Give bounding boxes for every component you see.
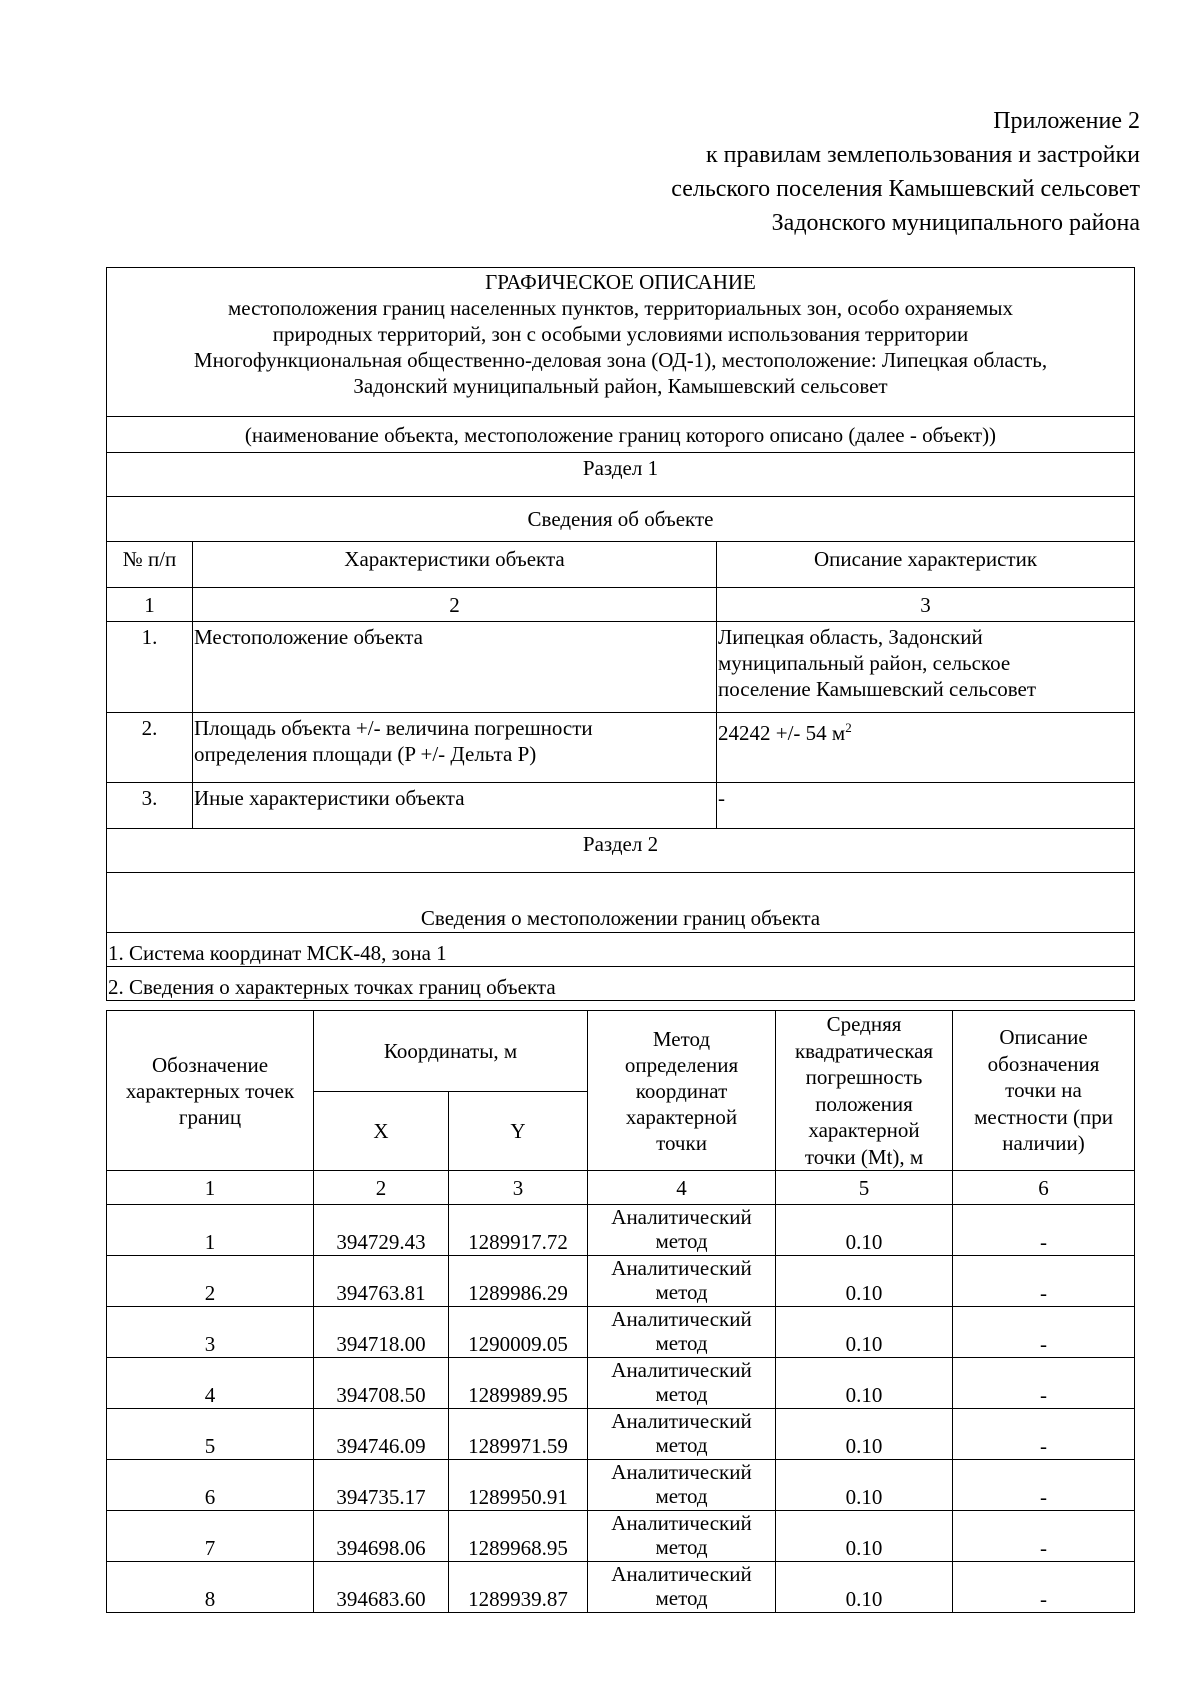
point-id: 3 — [107, 1307, 314, 1358]
point-method — [588, 1460, 776, 1511]
method-line: метод — [655, 1535, 708, 1559]
header-line: местности (при — [974, 1104, 1113, 1129]
header-line: погрешность — [805, 1065, 923, 1089]
points-body — [107, 1205, 1135, 1613]
title-line: Многофункциональная общественно-деловая зона (ОД-1), местоположение: Липецкая область, — [193, 348, 1048, 372]
method-line: Аналитический — [611, 1307, 752, 1331]
column-header: № п/п — [107, 542, 193, 588]
appendix-heading — [671, 104, 1140, 240]
appendix-line: Приложение 2 — [993, 108, 1140, 134]
area-unit-exponent: 2 — [845, 720, 852, 735]
point-x: 394698.06 — [314, 1511, 449, 1562]
table-row — [107, 1307, 1135, 1358]
point-description: - — [953, 1460, 1135, 1511]
point-method — [588, 1205, 776, 1256]
object-info-table — [106, 267, 1135, 1001]
method-line: метод — [655, 1331, 708, 1355]
column-header: Характеристики объекта — [193, 542, 717, 588]
designation-header — [107, 1011, 314, 1171]
point-mt: 0.10 — [776, 1511, 953, 1562]
object-caption: (наименование объекта, местоположение границ которого описано (далее - объект)) — [107, 417, 1135, 453]
characteristic-name — [193, 713, 717, 783]
header-line: границ — [178, 1104, 242, 1129]
column-number: 3 — [717, 588, 1135, 622]
method-line: Аналитический — [611, 1256, 752, 1280]
column-number: 5 — [776, 1171, 953, 1205]
point-x: 394683.60 — [314, 1562, 449, 1613]
points-numbers-row — [107, 1171, 1135, 1205]
point-x: 394708.50 — [314, 1358, 449, 1409]
header-line: Описание — [999, 1025, 1088, 1050]
point-mt: 0.10 — [776, 1562, 953, 1613]
x-header: X — [314, 1091, 449, 1171]
point-method — [588, 1307, 776, 1358]
table-row — [107, 1205, 1135, 1256]
point-id: 5 — [107, 1409, 314, 1460]
characteristic-description: - — [717, 783, 1135, 829]
point-y: 1290009.05 — [449, 1307, 588, 1358]
method-line: Аналитический — [611, 1460, 752, 1484]
section1-header-row — [107, 542, 1135, 588]
point-mt: 0.10 — [776, 1307, 953, 1358]
point-id: 6 — [107, 1460, 314, 1511]
description-line: поселение Камышевский сельсовет — [718, 677, 1037, 701]
header-line: координат — [635, 1078, 728, 1103]
point-id: 8 — [107, 1562, 314, 1613]
point-method — [588, 1562, 776, 1613]
column-header: Описание характеристик — [717, 542, 1135, 588]
characteristic-description — [717, 622, 1135, 713]
characteristic-name: Местоположение объекта — [193, 622, 717, 713]
column-number: 1 — [107, 588, 193, 622]
point-mt: 0.10 — [776, 1409, 953, 1460]
section2-title: Раздел 2 — [107, 829, 1135, 873]
point-x: 394729.43 — [314, 1205, 449, 1256]
header-line: точки — [656, 1130, 707, 1155]
point-description: - — [953, 1256, 1135, 1307]
description-header — [953, 1011, 1135, 1171]
header-line: точки (Mt), м — [804, 1144, 924, 1169]
point-method — [588, 1358, 776, 1409]
point-y: 1289989.95 — [449, 1358, 588, 1409]
point-description: - — [953, 1205, 1135, 1256]
characteristic-description — [717, 713, 1135, 783]
method-line: Аналитический — [611, 1409, 752, 1433]
point-description: - — [953, 1358, 1135, 1409]
name-line: Площадь объекта +/- величина погрешности — [194, 716, 593, 740]
point-id: 4 — [107, 1358, 314, 1409]
points-title: 2. Сведения о характерных точках границ объекта — [107, 967, 1135, 1001]
method-text — [588, 1409, 775, 1457]
header-line: квадратическая — [794, 1038, 934, 1063]
title-row — [107, 268, 1135, 417]
method-line: метод — [655, 1382, 708, 1406]
point-y: 1289971.59 — [449, 1409, 588, 1460]
point-y: 1289968.95 — [449, 1511, 588, 1562]
column-number: 2 — [314, 1171, 449, 1205]
method-text — [588, 1562, 775, 1610]
header-line: обозначения — [987, 1051, 1100, 1076]
section2-subtitle: Сведения о местоположении границ объекта — [107, 873, 1135, 933]
table-row — [107, 622, 1135, 713]
point-mt: 0.10 — [776, 1358, 953, 1409]
appendix-line: Задонского муниципального района — [771, 210, 1140, 236]
coordinates-header: Координаты, м — [314, 1011, 588, 1092]
y-header: Y — [449, 1091, 588, 1171]
column-number: 6 — [953, 1171, 1135, 1205]
point-x: 394746.09 — [314, 1409, 449, 1460]
table-row — [107, 1409, 1135, 1460]
header-line: определения — [624, 1052, 739, 1077]
point-id: 1 — [107, 1205, 314, 1256]
header-line: характерной — [808, 1118, 920, 1142]
method-text — [588, 1307, 775, 1355]
method-line: метод — [655, 1229, 708, 1253]
table-row — [107, 1511, 1135, 1562]
method-line: Аналитический — [611, 1205, 752, 1229]
characteristic-name: Иные характеристики объекта — [193, 783, 717, 829]
method-line: метод — [655, 1433, 708, 1457]
point-description: - — [953, 1511, 1135, 1562]
point-mt: 0.10 — [776, 1460, 953, 1511]
point-method — [588, 1256, 776, 1307]
title-line: природных территорий, зон с особыми условиями использования территории — [272, 322, 969, 346]
point-description: - — [953, 1409, 1135, 1460]
header-line: Средняя — [826, 1012, 902, 1036]
appendix-line: к правилам землепользования и застройки — [705, 142, 1140, 168]
method-text — [588, 1256, 775, 1304]
method-text — [588, 1358, 775, 1406]
description-line: Липецкая область, Задонский — [718, 625, 983, 649]
error-header — [776, 1011, 953, 1171]
header-line: точки на — [1005, 1078, 1082, 1103]
table-row — [107, 1460, 1135, 1511]
header-line: характерных точек — [125, 1078, 295, 1103]
method-line: метод — [655, 1586, 708, 1610]
method-line: метод — [655, 1484, 708, 1508]
table-row — [107, 1256, 1135, 1307]
point-x: 394718.00 — [314, 1307, 449, 1358]
title-line: Задонский муниципальный район, Камышевский сельсовет — [353, 374, 888, 398]
column-number: 2 — [193, 588, 717, 622]
point-y: 1289917.72 — [449, 1205, 588, 1256]
point-y: 1289950.91 — [449, 1460, 588, 1511]
section1-title: Раздел 1 — [107, 453, 1135, 497]
point-y: 1289986.29 — [449, 1256, 588, 1307]
table-row — [107, 1358, 1135, 1409]
point-mt: 0.10 — [776, 1205, 953, 1256]
appendix-line: сельского поселения Камышевский сельсовет — [671, 176, 1140, 202]
point-y: 1289939.87 — [449, 1562, 588, 1613]
method-text — [588, 1205, 775, 1253]
point-id: 2 — [107, 1256, 314, 1307]
point-x: 394735.17 — [314, 1460, 449, 1511]
point-description: - — [953, 1307, 1135, 1358]
column-number: 4 — [588, 1171, 776, 1205]
method-line: Аналитический — [611, 1562, 752, 1586]
header-line: Метод — [652, 1026, 711, 1051]
document-title: ГРАФИЧЕСКОЕ ОПИСАНИЕ — [485, 270, 756, 294]
document-title-cell — [107, 268, 1135, 417]
section1-subtitle: Сведения об объекте — [107, 497, 1135, 542]
point-x: 394763.81 — [314, 1256, 449, 1307]
row-number: 3. — [107, 783, 193, 829]
table-row — [107, 713, 1135, 783]
column-number: 3 — [449, 1171, 588, 1205]
boundary-points-table — [106, 1010, 1135, 1613]
points-header-row — [107, 1011, 1135, 1092]
description-line: муниципальный район, сельское — [718, 651, 1011, 675]
method-line: Аналитический — [611, 1358, 752, 1382]
table-row — [107, 783, 1135, 829]
header-line: положения — [815, 1091, 913, 1116]
header-line: наличии) — [1002, 1131, 1085, 1156]
method-text — [588, 1511, 775, 1559]
point-method — [588, 1409, 776, 1460]
row-number: 2. — [107, 713, 193, 783]
method-text — [588, 1460, 775, 1508]
area-value: 24242 +/- 54 м — [718, 721, 846, 745]
point-method — [588, 1511, 776, 1562]
point-mt: 0.10 — [776, 1256, 953, 1307]
point-id: 7 — [107, 1511, 314, 1562]
header-line: характерной — [625, 1104, 738, 1129]
method-line: Аналитический — [611, 1511, 752, 1535]
title-line: местоположения границ населенных пунктов, территориальных зон, особо охраняемых — [227, 296, 1014, 320]
column-number: 1 — [107, 1171, 314, 1205]
method-header — [588, 1011, 776, 1171]
coordinate-system: 1. Система координат МСК-48, зона 1 — [107, 933, 1135, 967]
section1-numbers-row — [107, 588, 1135, 622]
header-line: Обозначение — [151, 1052, 269, 1077]
point-description: - — [953, 1562, 1135, 1613]
row-number: 1. — [107, 622, 193, 713]
name-line: определения площади (P +/- Дельта P) — [194, 742, 537, 766]
table-row — [107, 1562, 1135, 1613]
method-line: метод — [655, 1280, 708, 1304]
